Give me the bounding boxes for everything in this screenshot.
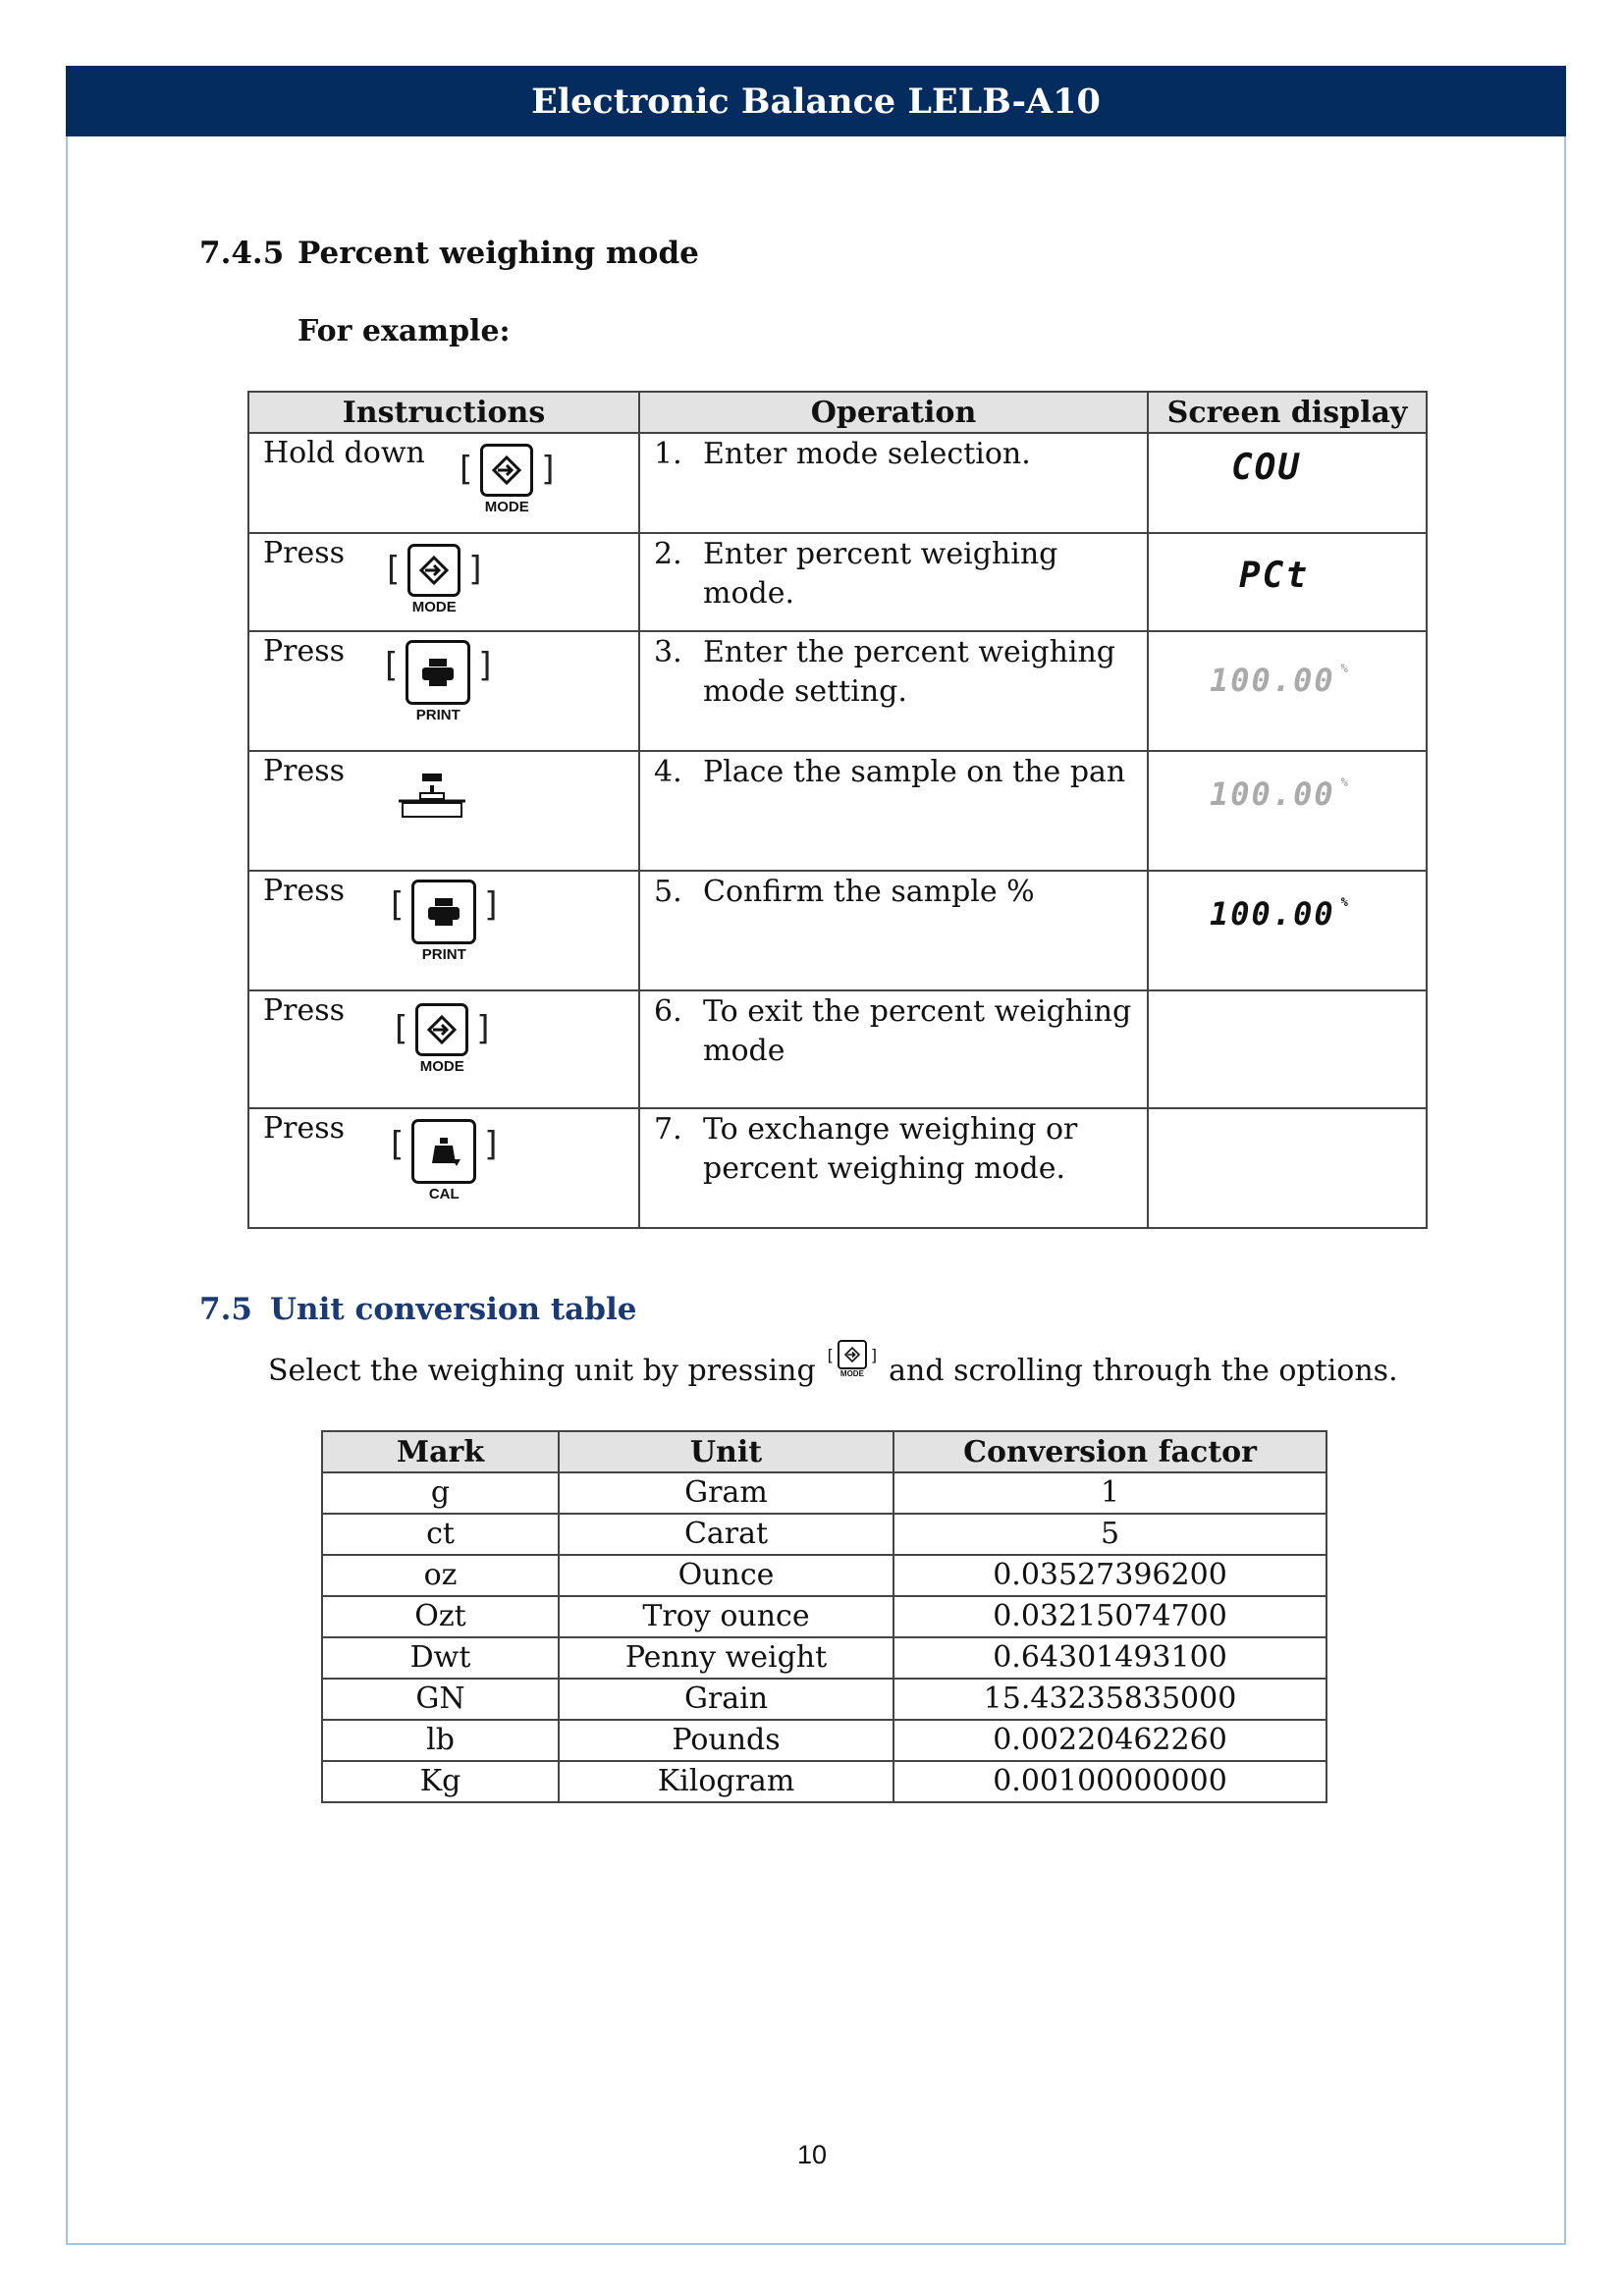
unit-intro-text (268, 1345, 1398, 1388)
step-number: 1. (654, 437, 682, 471)
mode-key-icon: [ ] MODE (828, 1340, 878, 1378)
instruction-label: Press (263, 993, 346, 1028)
step-text: To exit the percent weighing (703, 994, 1132, 1029)
section-745-heading (199, 236, 699, 271)
col-header-screen-display: Screen display (1148, 392, 1427, 433)
factor-cell: 15.43235835000 (893, 1679, 1326, 1720)
table-row (248, 871, 1427, 990)
mark-cell: g (322, 1472, 559, 1514)
mark-cell: GN (322, 1679, 559, 1720)
key-caption: CAL (428, 1186, 460, 1202)
col-header-operation: Operation (639, 392, 1148, 433)
table-row (322, 1679, 1326, 1720)
unit-conversion-table (321, 1430, 1327, 1803)
lcd-display-value: 100.00 (1210, 662, 1335, 699)
section-745-number: 7.4.5 (199, 236, 285, 271)
table-row (322, 1472, 1326, 1514)
factor-cell: 5 (893, 1514, 1326, 1555)
unit-cell: Ounce (559, 1555, 893, 1596)
step-number: 6. (654, 994, 682, 1029)
mark-cell: oz (322, 1555, 559, 1596)
step-text: Enter the percent weighing (703, 635, 1116, 669)
col-header-mark: Mark (322, 1431, 559, 1472)
mark-cell: Dwt (322, 1637, 559, 1679)
step-text: Enter mode selection. (703, 437, 1031, 471)
lcd-display: 100.00 % (1210, 662, 1350, 699)
header-title: Electronic Balance LELB-A10 (531, 80, 1101, 122)
weighing-pan-icon (397, 772, 467, 827)
factor-cell: 0.03215074700 (893, 1596, 1326, 1637)
mode-key-icon: [ MODE ] (460, 444, 555, 497)
table-row (322, 1555, 1326, 1596)
instruction-label: Press (263, 754, 346, 788)
factor-cell: 0.64301493100 (893, 1637, 1326, 1679)
unit-cell: Grain (559, 1679, 893, 1720)
mode-key-icon: [ MODE ] (395, 1003, 490, 1056)
step-text: Confirm the sample % (703, 875, 1035, 909)
step-text-cont: mode setting. (703, 674, 907, 709)
page-number: 10 (796, 2140, 828, 2169)
mode-key-icon: [ MODE ] (387, 544, 482, 597)
section-75-number: 7.5 (199, 1292, 252, 1327)
step-number: 7. (654, 1112, 682, 1147)
mark-cell: ct (322, 1514, 559, 1555)
key-caption: MODE (484, 499, 529, 515)
mark-cell: Ozt (322, 1596, 559, 1637)
table-row (248, 751, 1427, 871)
factor-cell: 0.00100000000 (893, 1761, 1326, 1802)
factor-cell: 0.00220462260 (893, 1720, 1326, 1761)
mark-cell: lb (322, 1720, 559, 1761)
table-row (248, 990, 1427, 1108)
key-caption: MODE (411, 599, 457, 615)
header-bar (66, 66, 1566, 136)
col-header-instructions: Instructions (248, 392, 639, 433)
instruction-label: Press (263, 874, 346, 908)
intro-before: Select the weighing unit by pressing (268, 1354, 816, 1388)
section-75-heading (199, 1292, 636, 1327)
factor-cell: 0.03527396200 (893, 1555, 1326, 1596)
lcd-display: 100.00 % (1210, 775, 1350, 813)
section-745-title: Percent weighing mode (298, 236, 699, 271)
table-row (322, 1514, 1326, 1555)
key-caption: MODE (419, 1058, 464, 1075)
mark-cell: Kg (322, 1761, 559, 1802)
lcd-display: PCt (1239, 556, 1310, 596)
unit-cell: Troy ounce (559, 1596, 893, 1637)
section-75-title: Unit conversion table (270, 1292, 637, 1327)
lcd-display-value: 100.00 (1210, 895, 1335, 933)
step-number: 3. (654, 635, 682, 669)
key-caption: PRINT (415, 707, 460, 723)
lcd-display: COU (1231, 448, 1302, 488)
cal-key-icon: [ CAL ] (391, 1119, 498, 1184)
table-row (248, 1108, 1427, 1228)
table-row (322, 1596, 1326, 1637)
step-number: 4. (654, 755, 682, 789)
instruction-label: Hold down (263, 436, 425, 470)
instruction-label: Press (263, 1111, 346, 1146)
step-text: Place the sample on the pan (703, 755, 1126, 789)
step-number: 2. (654, 537, 682, 571)
table-row (322, 1761, 1326, 1802)
table-row (248, 433, 1427, 533)
unit-cell: Gram (559, 1472, 893, 1514)
step-text: To exchange weighing or (703, 1112, 1078, 1147)
example-label: For example: (298, 314, 511, 348)
unit-cell: Pounds (559, 1720, 893, 1761)
instruction-label: Press (263, 634, 346, 668)
unit-cell: Carat (559, 1514, 893, 1555)
step-text-cont: mode (703, 1034, 785, 1068)
intro-after: and scrolling through the options. (889, 1354, 1398, 1388)
step-text-cont: percent weighing mode. (703, 1151, 1065, 1186)
unit-cell: Penny weight (559, 1637, 893, 1679)
table-row (322, 1637, 1326, 1679)
print-key-icon: [ PRINT ] (391, 880, 498, 944)
col-header-conversion-factor: Conversion factor (893, 1431, 1326, 1472)
table-row (322, 1720, 1326, 1761)
step-text-cont: mode. (703, 576, 795, 611)
col-header-unit: Unit (559, 1431, 893, 1472)
step-number: 5. (654, 875, 682, 909)
lcd-display-value: 100.00 (1210, 775, 1335, 813)
unit-cell: Kilogram (559, 1761, 893, 1802)
percent-steps-table (247, 391, 1428, 1229)
key-caption: MODE (839, 1369, 864, 1378)
key-caption: PRINT (421, 946, 466, 963)
table-row (248, 533, 1427, 631)
instruction-label: Press (263, 536, 346, 570)
lcd-display: 100.00 % (1210, 895, 1350, 933)
step-text: Enter percent weighing (703, 537, 1058, 571)
print-key-icon: [ PRINT ] (385, 640, 492, 705)
factor-cell: 1 (893, 1472, 1326, 1514)
table-row (248, 631, 1427, 751)
